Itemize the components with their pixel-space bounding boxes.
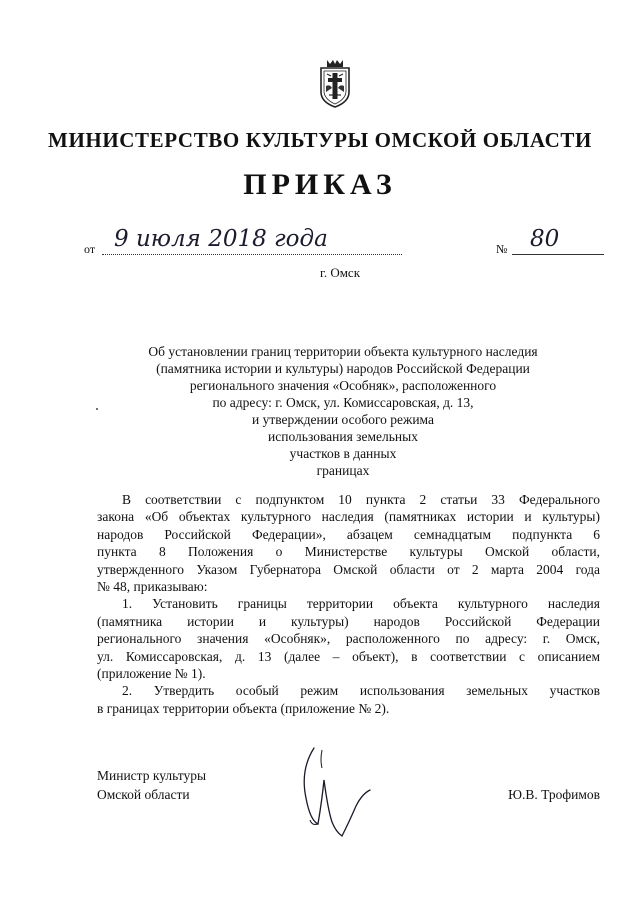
body-line: в границах территории объекта (приложение № 2). — [97, 700, 390, 716]
number-prefix: № — [496, 242, 508, 256]
body-line: пункта 8 Положения о Министерстве культуры Омской области, — [97, 544, 600, 560]
subject-line: и утверждении особого режима — [251, 412, 435, 427]
order-body — [97, 491, 600, 717]
order-requisites — [84, 226, 604, 260]
scan-speck — [96, 408, 98, 410]
signatory-name: Ю.В. Трофимов — [508, 787, 600, 802]
position-line: Омской области — [97, 787, 190, 802]
subject-line: использования земельных — [268, 429, 418, 444]
handwritten-date: 9 июля 2018 года — [114, 226, 328, 252]
body-line: (приложение № 1). — [97, 665, 206, 681]
body-line: № 48, приказываю: — [97, 578, 208, 594]
date-prefix: от — [84, 242, 96, 256]
subject-line: регионального значения «Особняк», расположенного — [189, 378, 497, 393]
body-line: 1. Установить границы территории объекта культурного наследия — [122, 596, 600, 612]
position-line: Министр культуры — [97, 768, 207, 783]
document-title: ПРИКАЗ — [243, 168, 397, 201]
omsk-coat-of-arms-icon — [318, 58, 352, 108]
subject-line: границах — [316, 463, 370, 478]
issue-city: г. Омск — [319, 265, 361, 280]
body-line: ул. Комиссаровская, д. 13 (далее – объект), в соответствии с описанием — [97, 648, 600, 664]
body-line: В соответствии с подпунктом 10 пункта 2 статьи 33 Федерального — [122, 492, 600, 507]
handwritten-signature-icon — [292, 740, 372, 840]
number-underline — [512, 254, 604, 255]
body-line: (памятника истории и культуры) народов Российской Федерации — [97, 613, 600, 629]
subject-line: Об установлении границ территории объекта культурного наследия — [148, 344, 538, 359]
subject-line: участков в данных — [289, 446, 397, 461]
body-line: утвержденного Указом Губернатора Омской области от 2 марта 2004 года — [97, 561, 600, 577]
body-line: регионального значения «Особняк», расположенного по адресу: г. Омск, — [97, 631, 600, 647]
date-underline — [102, 254, 402, 255]
order-subject — [0, 343, 640, 479]
subject-line: по адресу: г. Омск, ул. Комиссаровская, д. 13, — [212, 395, 474, 410]
body-line: народов Российской Федерации», абзацем семнадцатым подпункта 6 — [97, 526, 600, 542]
handwritten-number: 80 — [530, 226, 560, 252]
ministry-name: МИНИСТЕРСТВО КУЛЬТУРЫ ОМСКОЙ ОБЛАСТИ — [48, 128, 592, 152]
body-line: закона «Об объектах культурного наследия (памятниках истории и культуры) — [97, 509, 600, 525]
body-line: 2. Утвердить особый режим использования земельных участков — [122, 683, 600, 699]
subject-line: (памятника истории и культуры) народов Российской Федерации — [156, 361, 530, 376]
signatory-position — [97, 766, 206, 804]
